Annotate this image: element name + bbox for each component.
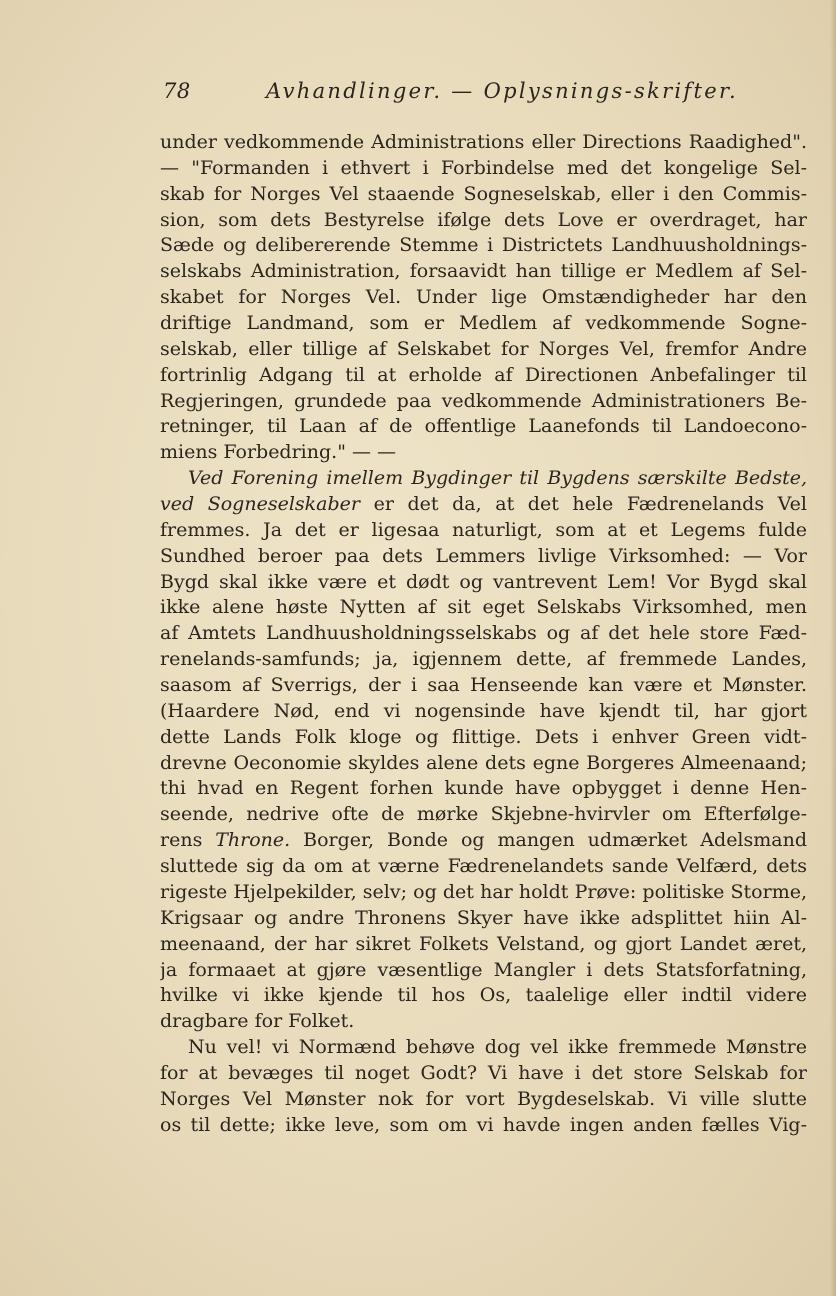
- text-line: saasom af Sverrigs, der i saa Henseende kan være et Mønster.: [160, 674, 807, 697]
- text-line: Krigsaar og andre Thronens Skyer have ikke adsplittet hiin Al-: [160, 906, 807, 929]
- italic-phrase: Ved Forening imellem Bygdinger til Bygdens særskilte Bedste,: [188, 467, 807, 490]
- text-line: os til dette; ikke leve, som om vi havde ingen anden fælles Vig-: [160, 1113, 807, 1136]
- text-line: Sundhed beroer paa dets Lemmers livlige Virksomhed: — Vor: [160, 544, 807, 567]
- text-line: drevne Oeconomie skyldes alene dets egne Borgeres Almeenaand;: [160, 751, 807, 774]
- text-line: Norges Vel Mønster nok for vort Bygdeselskab. Vi ville slutte: [160, 1087, 807, 1110]
- text-line: dragbare for Folket.: [160, 1010, 355, 1033]
- text-line: rigeste Hjelpekilder, selv; og det har holdt Prøve: politiske Storme,: [160, 880, 807, 903]
- running-head: Avhandlinger. — Oplysnings-skrifter.: [266, 79, 738, 103]
- text-line: selskabs Administration, forsaavidt han tillige er Medlem af Sel-: [160, 260, 807, 283]
- text-line: (Haardere Nød, end vi nogensinde have kjendt til, har gjort: [160, 699, 807, 722]
- text-line: sion, som dets Bestyrelse ifølge dets Love er overdraget, har: [160, 208, 807, 231]
- text-line: dette Lands Folk kloge og flittige. Dets i enhver Green vidt-: [160, 725, 807, 748]
- text-line: ikke alene høste Nytten af sit eget Selskabs Virksomhed, men: [160, 596, 807, 619]
- text-line: fortrinlig Adgang til at erholde af Directionen Anbefalinger til: [160, 363, 807, 386]
- text-line: hvilke vi ikke kjende til hos Os, taalelige eller indtil videre: [160, 984, 807, 1007]
- text-line: Regjeringen, grundede paa vedkommende Administrationers Be-: [160, 389, 807, 412]
- text-line: seende, nedrive ofte de mørke Skjebne-hvirvler om Efterfølge-: [160, 803, 807, 826]
- text-line: skab for Norges Vel staaende Sogneselskab, eller i den Commis-: [160, 182, 807, 205]
- text-line: for at bevæges til noget Godt? Vi have i det store Selskab for: [160, 1061, 807, 1084]
- text-line: — "Formanden i ethvert i Forbindelse med det kongelige Sel-: [160, 156, 807, 179]
- text-line: rens Throne. Borger, Bonde og mangen udmærket Adelsmand: [160, 829, 807, 852]
- italic-phrase: Throne.: [215, 829, 291, 852]
- body-text: [160, 130, 807, 1139]
- text-line: miens Forbedring." — —: [160, 441, 397, 464]
- text-line: thi hvad en Regent forhen kunde have opbygget i denne Hen-: [160, 777, 807, 800]
- italic-phrase: ved Sogneselskaber: [160, 493, 360, 516]
- text-line: [160, 466, 807, 492]
- page-number: 78: [163, 79, 191, 103]
- text-line: skabet for Norges Vel. Under lige Omstændigheder har den: [160, 286, 807, 309]
- text-line: renelands-samfunds; ja, igjennem dette, af fremmede Landes,: [160, 648, 807, 671]
- text-line: Sæde og delibererende Stemme i Districtets Landhuusholdnings-: [160, 234, 807, 257]
- text-line: ja formaaet at gjøre væsentlige Mangler i dets Statsforfatning,: [160, 958, 807, 981]
- text-line: selskab, eller tillige af Selskabet for Norges Vel, fremfor Andre: [160, 337, 807, 360]
- text-line: under vedkommende Administrations eller Directions Raadighed".: [160, 131, 807, 153]
- text-line: fremmes. Ja det er ligesaa naturligt, som at et Legems fulde: [160, 518, 807, 541]
- text-line: af Amtets Landhuusholdningsselskabs og af det hele store Fæd-: [160, 622, 807, 645]
- page-edge-shadow: [830, 0, 836, 1296]
- text-line: Bygd skal ikke være et dødt og vantrevent Lem! Vor Bygd skal: [160, 570, 807, 593]
- text-line: sluttede sig da om at værne Fædrenelandets sande Velfærd, dets: [160, 855, 807, 878]
- text-line: retninger, til Laan af de offentlige Laanefonds til Landoecono-: [160, 415, 807, 438]
- text-line: meenaand, der har sikret Folkets Velstand, og gjort Landet æret,: [160, 932, 807, 955]
- page-header: [160, 79, 738, 109]
- text-line: driftige Landmand, som er Medlem af vedkommende Sogne-: [160, 312, 807, 335]
- text-line: ved Sogneselskaber er det da, at det hele Fædrenelands Vel: [160, 493, 807, 516]
- text-line: Nu vel! vi Normænd behøve dog vel ikke fremmede Mønstre: [188, 1036, 807, 1059]
